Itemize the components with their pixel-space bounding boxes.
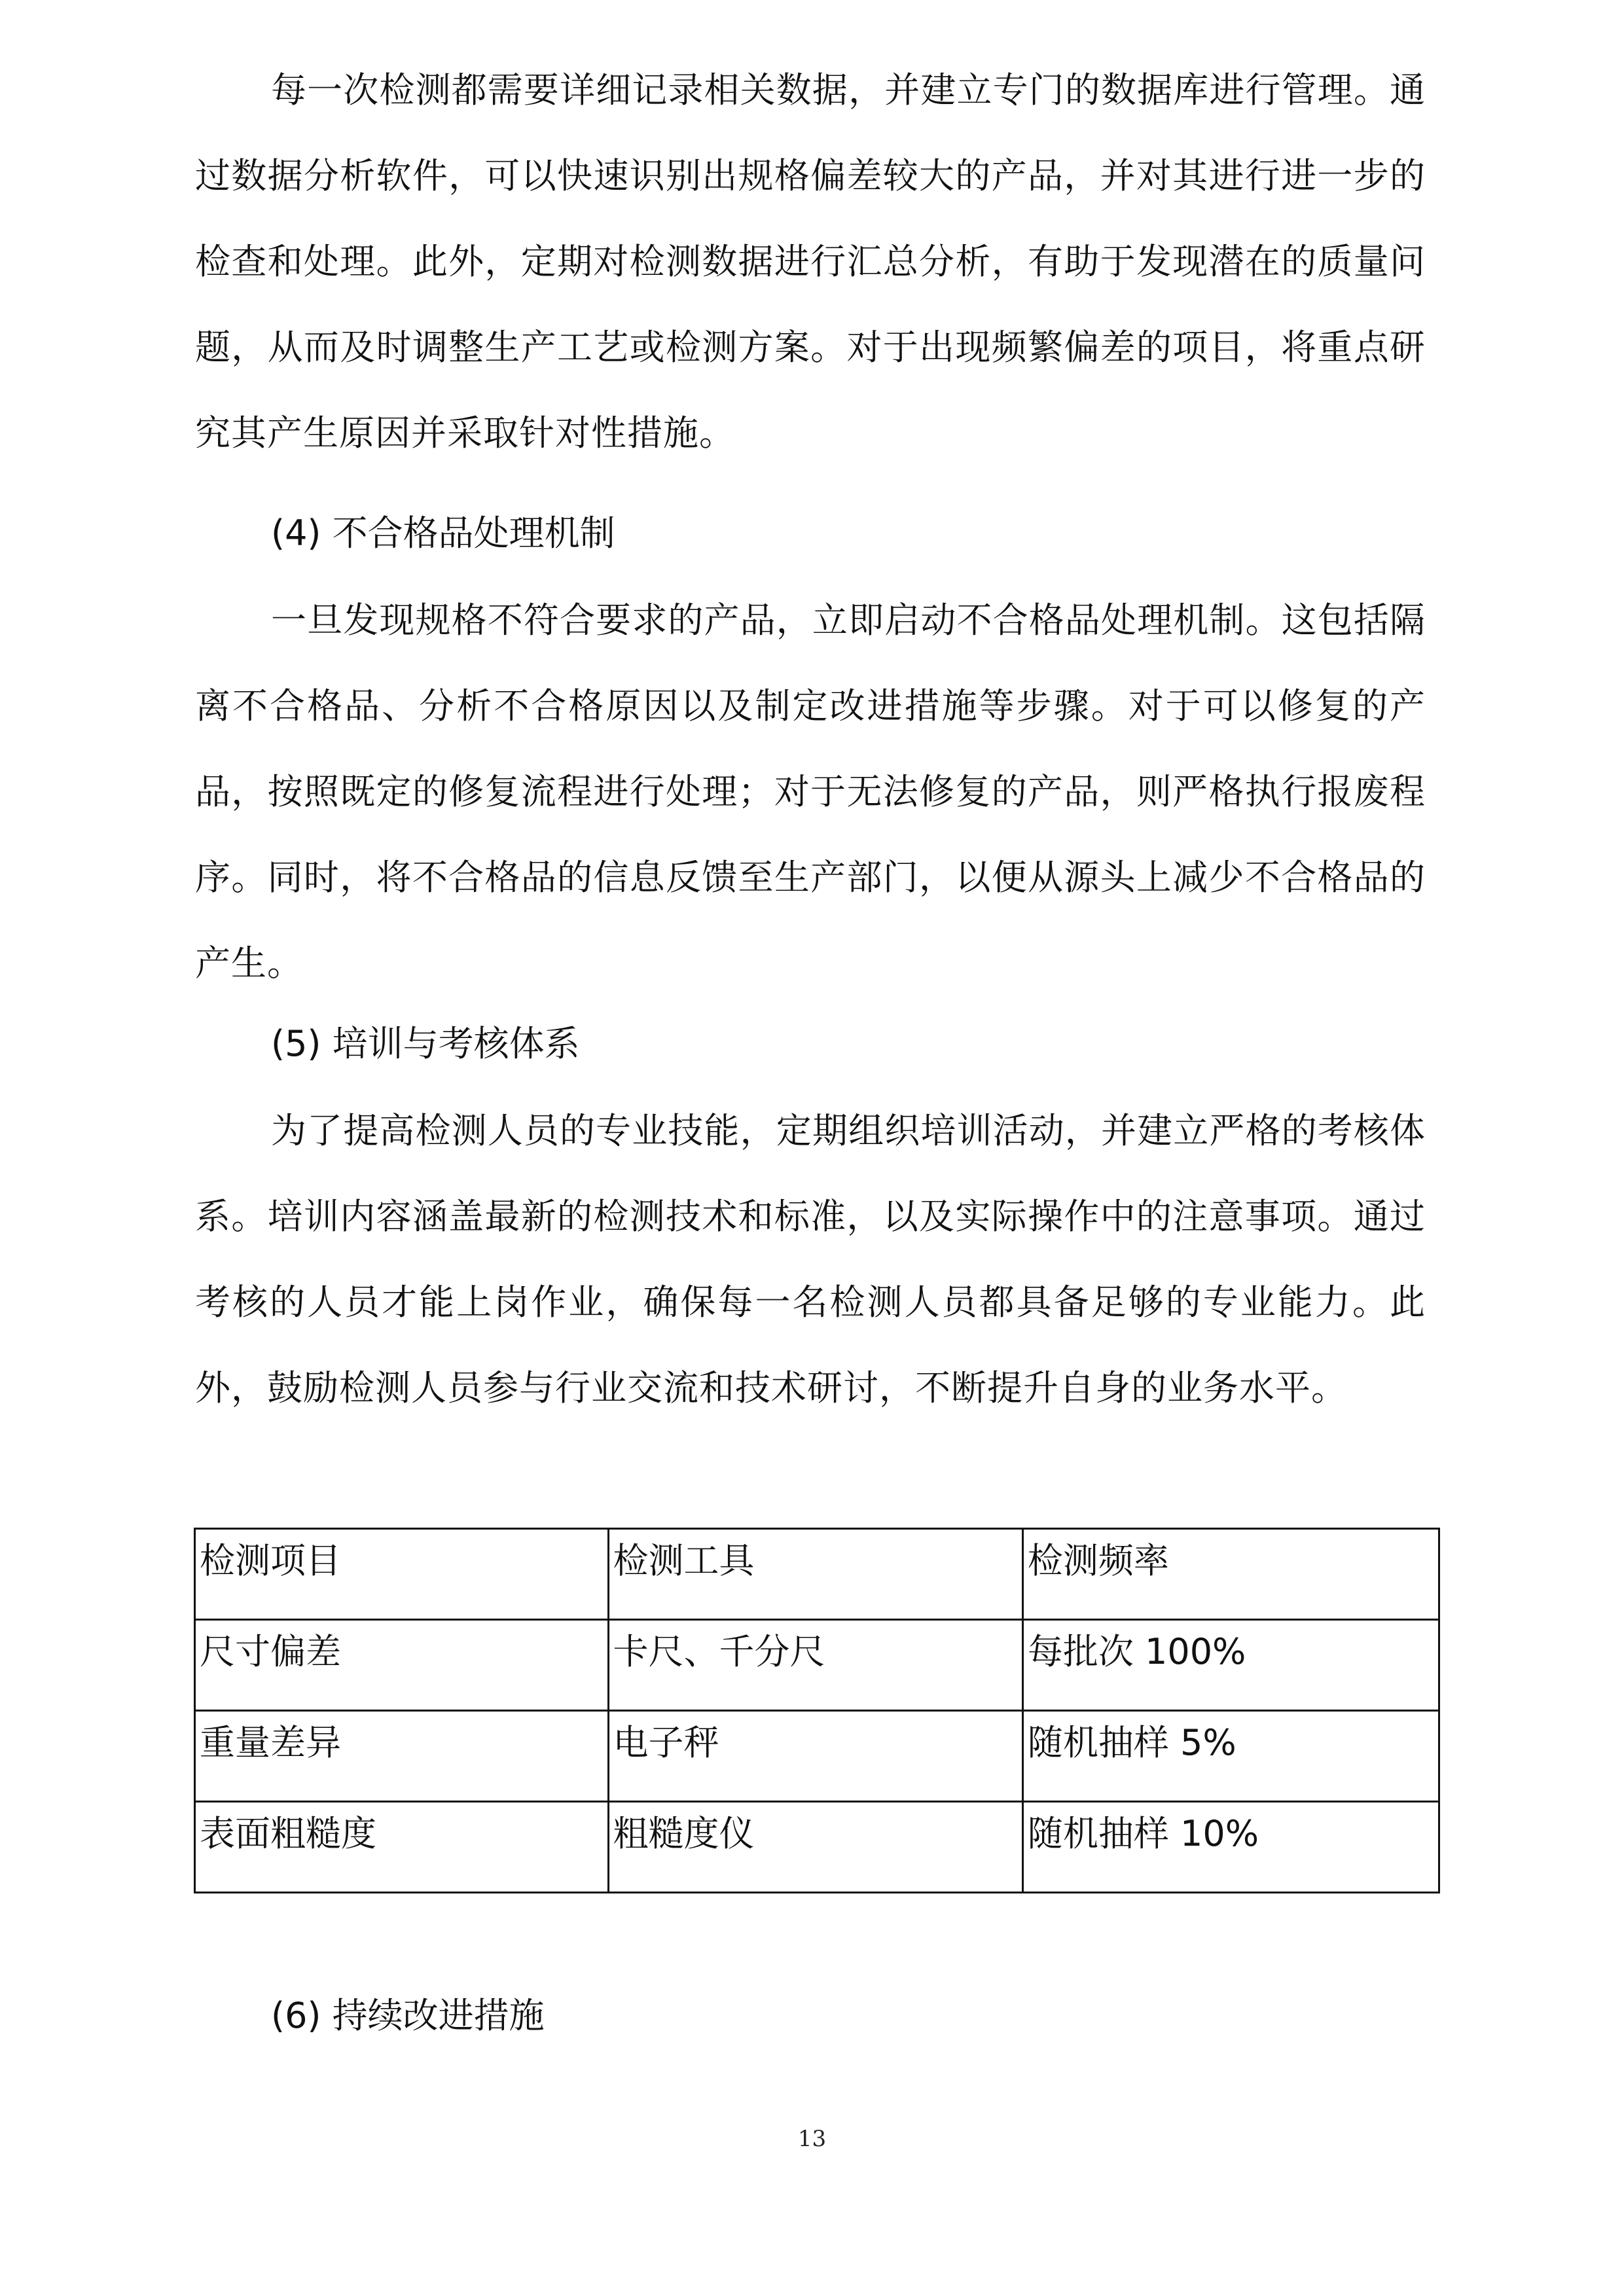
table-cell: 重量差异 [195, 1711, 609, 1802]
table-cell: 随机抽样 10% [1022, 1802, 1439, 1893]
heading-nonconforming-handling: (4) 不合格品处理机制 [271, 512, 615, 554]
table-header-cell: 检测频率 [1022, 1529, 1439, 1620]
paragraph-data-recording: 每一次检测都需要详细记录相关数据，并建立专门的数据库进行管理。通过数据分析软件，可以快速识别出规格偏差较大的产品，并对其进行进一步的检查和处理。此外，定期对检测数据进行汇总分析，有助于发现潜在的质量问题，从而及时调整生产工艺或检测方案。对于出现频繁偏差的项目，将重点研究其产生原因并采取针对性措施。 [195, 69, 1426, 454]
inspection-table [194, 1528, 1440, 1893]
table-header-cell: 检测项目 [195, 1529, 609, 1620]
table-header-cell: 检测工具 [608, 1529, 1022, 1620]
table-cell: 尺寸偏差 [195, 1620, 609, 1711]
page-number: 13 [797, 2126, 827, 2152]
table-header-row [195, 1529, 1439, 1620]
table-row [195, 1620, 1439, 1711]
table-cell: 电子秤 [608, 1711, 1022, 1802]
heading-continuous-improvement: (6) 持续改进措施 [271, 1995, 545, 2036]
table-cell: 随机抽样 5% [1022, 1711, 1439, 1802]
table-cell: 每批次 100% [1022, 1620, 1439, 1711]
heading-training-assessment: (5) 培训与考核体系 [271, 1023, 580, 1064]
table-cell: 粗糙度仪 [608, 1802, 1022, 1893]
paragraph-nonconforming-handling: 一旦发现规格不符合要求的产品，立即启动不合格品处理机制。这包括隔离不合格品、分析不合格原因以及制定改进措施等步骤。对于可以修复的产品，按照既定的修复流程进行处理；对于无法修复的产品，则严格执行报废程序。同时，将不合格品的信息反馈至生产部门，以便从源头上减少不合格品的产生。 [195, 600, 1426, 984]
table-row [195, 1802, 1439, 1893]
paragraph-training-assessment: 为了提高检测人员的专业技能，定期组织培训活动，并建立严格的考核体系。培训内容涵盖最新的检测技术和标准，以及实际操作中的注意事项。通过考核的人员才能上岗作业，确保每一名检测人员都具备足够的专业能力。此外，鼓励检测人员参与行业交流和技术研讨，不断提升自身的业务水平。 [195, 1110, 1426, 1408]
table-cell: 表面粗糙度 [195, 1802, 609, 1893]
table-row [195, 1711, 1439, 1802]
table-cell: 卡尺、千分尺 [608, 1620, 1022, 1711]
